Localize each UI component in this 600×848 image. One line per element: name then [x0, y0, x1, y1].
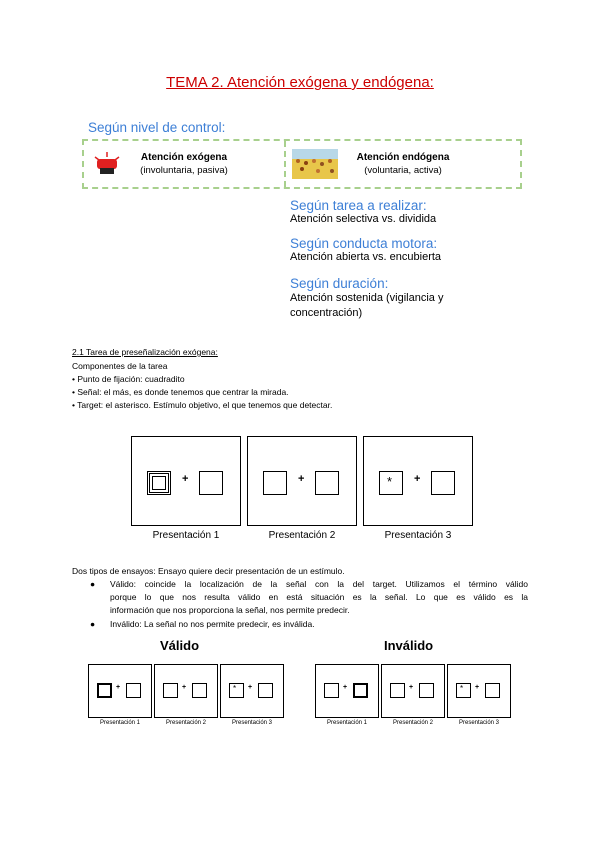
target-asterisk: * [387, 474, 393, 489]
target-square [199, 471, 223, 495]
left-square [263, 471, 287, 495]
mini-label: Presentación 3 [231, 720, 273, 726]
fixation-plus: + [414, 473, 421, 485]
valido-title: Válido [160, 638, 200, 653]
section-21-item: • Punto de fijación: cuadradito [72, 374, 185, 384]
duracion-heading: Según duración: [290, 276, 389, 291]
control-heading: Según nivel de control: [88, 120, 226, 135]
valido-line-3: información que nos proporciona la señal, nos permite predecir. [110, 605, 350, 615]
mini-label: Presentación 3 [458, 720, 500, 726]
bullet-icon: ● [90, 579, 96, 589]
fixation-plus: + [475, 684, 480, 691]
duracion-text-2: concentración) [290, 307, 363, 319]
right-square [419, 683, 434, 698]
section-21-subheading: Componentes de la tarea [72, 361, 168, 371]
fixation-plus: + [409, 684, 414, 691]
mini-valido-frame-3 [220, 664, 284, 718]
fixation-plus: + [248, 684, 253, 691]
right-square [192, 683, 207, 698]
cue-square [147, 471, 171, 495]
left-square [379, 471, 403, 495]
valido-line-1: Válido: coincide la localización de la señal con la del target. Utilizamos el término válido [110, 579, 528, 589]
mini-valido-frame-1 [88, 664, 152, 718]
fixation-plus: + [116, 684, 121, 691]
valido-line-2: porque lo que nos resulta válido en está situación es la señal. Lo que es válido es la [110, 592, 528, 602]
fixation-plus: + [298, 473, 305, 485]
cue-square [353, 683, 368, 698]
right-square [315, 471, 339, 495]
presentation-frame-1 [131, 436, 241, 526]
mini-invalido-frame-2 [381, 664, 445, 718]
left-square [229, 683, 244, 698]
right-square [485, 683, 500, 698]
duracion-text-1: Atención sostenida (vigilancia y [290, 292, 444, 304]
endogena-title: Atención endógena [356, 152, 450, 163]
presentation-label: Presentación 1 [152, 530, 220, 541]
fixation-plus: + [343, 684, 348, 691]
presentation-label: Presentación 2 [268, 530, 336, 541]
left-square [456, 683, 471, 698]
conducta-text: Atención abierta vs. encubierta [290, 251, 442, 263]
fixation-plus: + [182, 473, 189, 485]
alarm-light-icon [94, 151, 120, 177]
invalido-title: Inválido [384, 638, 434, 653]
exogena-title: Atención exógena [140, 152, 228, 163]
endogena-sub: (voluntaria, activa) [364, 165, 442, 176]
mini-label: Presentación 1 [326, 720, 368, 726]
left-square [390, 683, 405, 698]
right-square [258, 683, 273, 698]
conducta-heading: Según conducta motora: [290, 236, 438, 251]
tarea-heading: Según tarea a realizar: [290, 198, 427, 213]
fixation-plus: + [182, 684, 187, 691]
crowd-image-icon [292, 149, 338, 179]
cue-square [97, 683, 112, 698]
endogena-cell [286, 141, 520, 187]
presentation-label: Presentación 3 [384, 530, 452, 541]
right-square [431, 471, 455, 495]
tarea-text: Atención selectiva vs. dividida [290, 213, 437, 225]
presentation-frame-2 [247, 436, 357, 526]
left-square [163, 683, 178, 698]
section-21-heading: 2.1 Tarea de preseñalización exógena: [72, 347, 218, 357]
invalido-line: Inválido: La señal no nos permite predecir, es inválida. [110, 619, 315, 629]
left-square [324, 683, 339, 698]
presentation-frame-3 [363, 436, 473, 526]
mini-label: Presentación 1 [99, 720, 141, 726]
bullet-icon: ● [90, 619, 96, 629]
section-21-item: • Señal: el más, es donde tenemos que centrar la mirada. [72, 387, 289, 397]
target-square [126, 683, 141, 698]
section-21-item: • Target: el asterisco. Estímulo objetivo, el que tenemos que detectar. [72, 400, 333, 410]
mini-invalido-frame-3 [447, 664, 511, 718]
page-title: TEMA 2. Atención exógena y endógena: [166, 74, 434, 91]
target-asterisk: * [460, 684, 464, 693]
control-box [82, 139, 522, 189]
ensayos-intro: Dos tipos de ensayos: Ensayo quiere decir presentación de un estímulo. [72, 566, 345, 576]
exogena-sub: (involuntaria, pasiva) [140, 165, 228, 176]
mini-invalido-frame-1 [315, 664, 379, 718]
mini-label: Presentación 2 [165, 720, 207, 726]
exogena-cell [84, 141, 286, 187]
mini-label: Presentación 2 [392, 720, 434, 726]
mini-valido-frame-2 [154, 664, 218, 718]
target-asterisk: * [233, 684, 237, 693]
